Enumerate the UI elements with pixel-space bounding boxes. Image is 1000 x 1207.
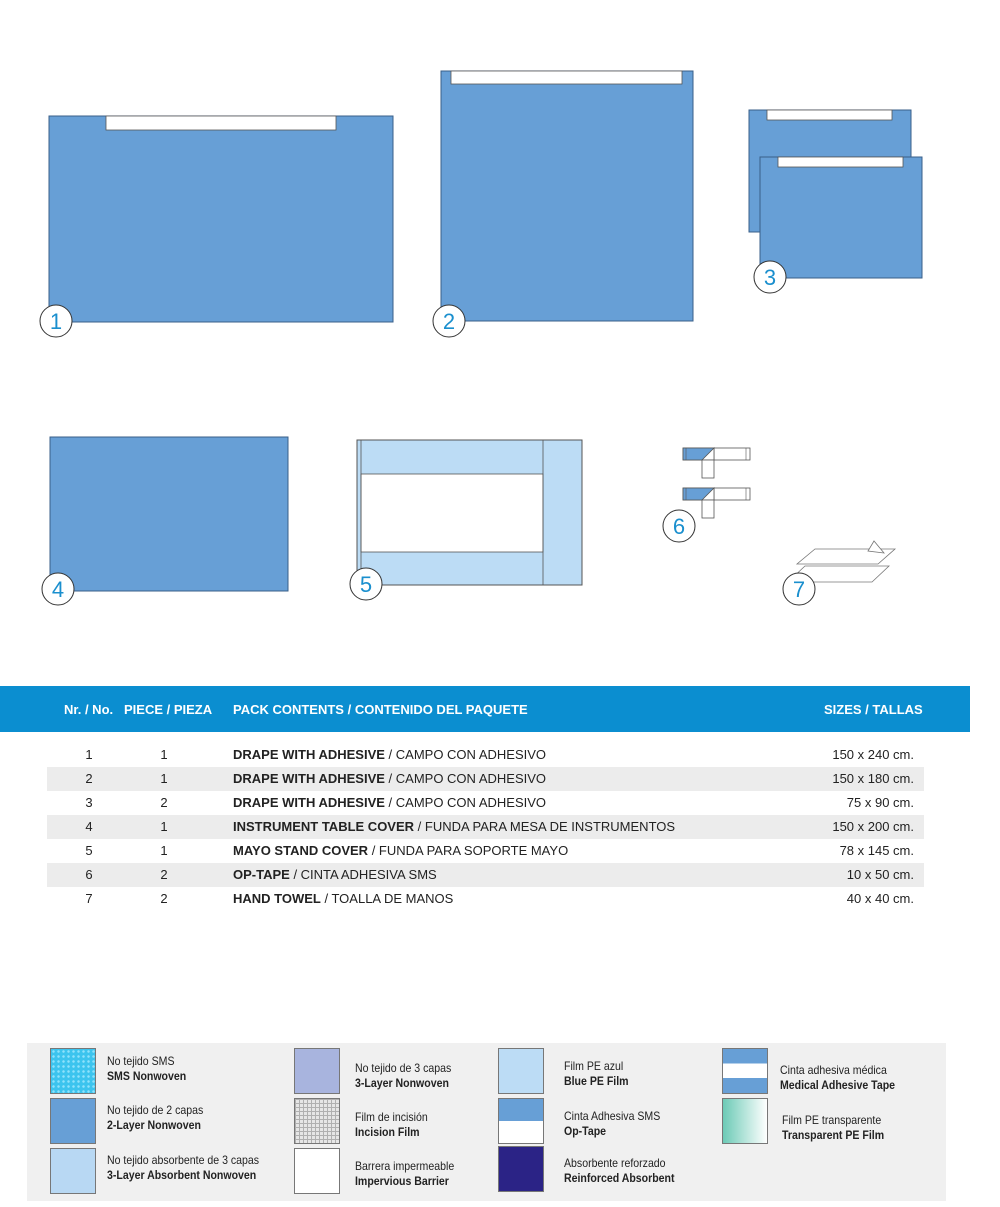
- mayo-stand-cover-illustration: [357, 440, 582, 585]
- table-row: [47, 767, 924, 791]
- legend-label: No tejido de 3 capas 3-Layer Nonwoven: [355, 1061, 452, 1090]
- row-size: 150 x 240 cm.: [832, 747, 914, 762]
- column-header-sizes: SIZES / TALLAS: [824, 702, 923, 717]
- row-size: 150 x 180 cm.: [832, 771, 914, 786]
- row-size: 40 x 40 cm.: [846, 891, 914, 906]
- row-piece-count: 2: [160, 795, 168, 810]
- item-name-en: DRAPE WITH ADHESIVE: [233, 795, 385, 810]
- table-row: [47, 743, 924, 767]
- incision-film-swatch: [294, 1098, 340, 1144]
- item-name-es: / CAMPO CON ADHESIVO: [384, 771, 547, 786]
- row-number: 2: [85, 771, 93, 786]
- column-header-piece: PIECE / PIEZA: [124, 702, 213, 717]
- table-row: [47, 887, 924, 911]
- row-size: 150 x 200 cm.: [832, 819, 914, 834]
- pack-contents-table-header: [0, 686, 970, 732]
- column-header-nr: Nr. / No.: [64, 702, 114, 717]
- item-name-es: / TOALLA DE MANOS: [320, 891, 454, 906]
- svg-text:6: 6: [672, 514, 686, 539]
- item-name-en: MAYO STAND COVER: [233, 843, 369, 858]
- column-header-contents: PACK CONTENTS / CONTENIDO DEL PAQUETE: [233, 702, 528, 717]
- row-description: [233, 839, 568, 863]
- drape-3-illustration: [749, 110, 922, 278]
- op-tape-illustration: [683, 448, 750, 518]
- svg-text:2: 2: [442, 309, 456, 334]
- legend-label: Cinta adhesiva médica Medical Adhesive Tape: [780, 1063, 896, 1092]
- item-name-es: / CAMPO CON ADHESIVO: [384, 795, 547, 810]
- row-description: [233, 863, 437, 887]
- row-size: 78 x 145 cm.: [839, 843, 914, 858]
- transparent-pe-film-swatch: [722, 1098, 768, 1144]
- instrument-table-cover-illustration: [50, 437, 288, 591]
- sms-nonwoven-swatch: [50, 1048, 96, 1094]
- figure-number-badge: [754, 261, 786, 293]
- row-number: 5: [85, 843, 93, 858]
- three-layer-nonwoven-swatch: [294, 1048, 340, 1094]
- row-description: [233, 767, 546, 791]
- figure-number-badge: [350, 568, 382, 600]
- svg-text:5: 5: [359, 572, 373, 597]
- legend-label: Film de incisión Incision Film: [355, 1110, 428, 1139]
- pack-contents-table: [47, 743, 924, 911]
- item-name-es: / CAMPO CON ADHESIVO: [384, 747, 547, 762]
- two-layer-nonwoven-swatch: [50, 1098, 96, 1144]
- row-piece-count: 1: [160, 843, 168, 858]
- row-piece-count: 1: [160, 819, 168, 834]
- legend-label: Film PE azul Blue PE Film: [564, 1059, 629, 1088]
- item-name-en: DRAPE WITH ADHESIVE: [233, 747, 385, 762]
- row-description: [233, 887, 453, 911]
- legend-label: No tejido de 2 capas 2-Layer Nonwoven: [107, 1103, 204, 1132]
- row-piece-count: 1: [160, 771, 168, 786]
- row-piece-count: 2: [160, 867, 168, 882]
- legend-label: Absorbente reforzado Reinforced Absorbent: [564, 1156, 675, 1185]
- table-row: [47, 791, 924, 815]
- svg-text:4: 4: [51, 577, 65, 602]
- op-tape-swatch: [498, 1098, 544, 1144]
- row-number: 6: [85, 867, 93, 882]
- legend-label: Barrera impermeable Impervious Barrier: [355, 1159, 455, 1188]
- table-row: [47, 815, 924, 839]
- svg-text:1: 1: [49, 309, 63, 334]
- svg-text:7: 7: [792, 577, 806, 602]
- figure-number-badge: [42, 573, 74, 605]
- table-row: [47, 863, 924, 887]
- item-name-es: / FUNDA PARA SOPORTE MAYO: [368, 843, 569, 858]
- row-piece-count: 1: [160, 747, 168, 762]
- figure-number-badge: [40, 305, 72, 337]
- item-name-es: / FUNDA PARA MESA DE INSTRUMENTOS: [414, 819, 676, 834]
- item-name-es: / CINTA ADHESIVA SMS: [289, 867, 437, 882]
- row-piece-count: 2: [160, 891, 168, 906]
- row-number: 1: [85, 747, 93, 762]
- row-size: 75 x 90 cm.: [846, 795, 914, 810]
- row-description: [233, 815, 675, 839]
- absorbent-nonwoven-swatch: [50, 1148, 96, 1194]
- figure-number-badge: [433, 305, 465, 337]
- row-description: [233, 791, 546, 815]
- item-name-en: OP-TAPE: [233, 867, 290, 882]
- row-description: [233, 743, 546, 767]
- legend-label: Cinta Adhesiva SMS Op-Tape: [564, 1109, 661, 1138]
- medical-adhesive-tape-swatch: [722, 1048, 768, 1094]
- reinforced-absorbent-swatch: [498, 1146, 544, 1192]
- table-row: [47, 839, 924, 863]
- row-number: 7: [85, 891, 93, 906]
- drape-1-illustration: [49, 116, 393, 322]
- item-name-en: HAND TOWEL: [233, 891, 321, 906]
- drape-2-illustration: [441, 71, 693, 321]
- row-size: 10 x 50 cm.: [846, 867, 914, 882]
- row-number: 4: [85, 819, 93, 834]
- item-name-en: INSTRUMENT TABLE COVER: [233, 819, 415, 834]
- legend-label: Film PE transparente Transparent PE Film: [782, 1113, 885, 1142]
- row-number: 3: [85, 795, 93, 810]
- figure-number-badge: [663, 510, 695, 542]
- legend-label: No tejido absorbente de 3 capas 3-Layer Absorbent Nonwoven: [107, 1153, 260, 1182]
- impervious-barrier-swatch: [294, 1148, 340, 1194]
- legend-label: No tejido SMS SMS Nonwoven: [107, 1054, 187, 1083]
- item-name-en: DRAPE WITH ADHESIVE: [233, 771, 385, 786]
- material-legend: [27, 1043, 946, 1201]
- figure-number-badge: [783, 573, 815, 605]
- blue-pe-film-swatch: [498, 1048, 544, 1094]
- svg-text:3: 3: [763, 265, 777, 290]
